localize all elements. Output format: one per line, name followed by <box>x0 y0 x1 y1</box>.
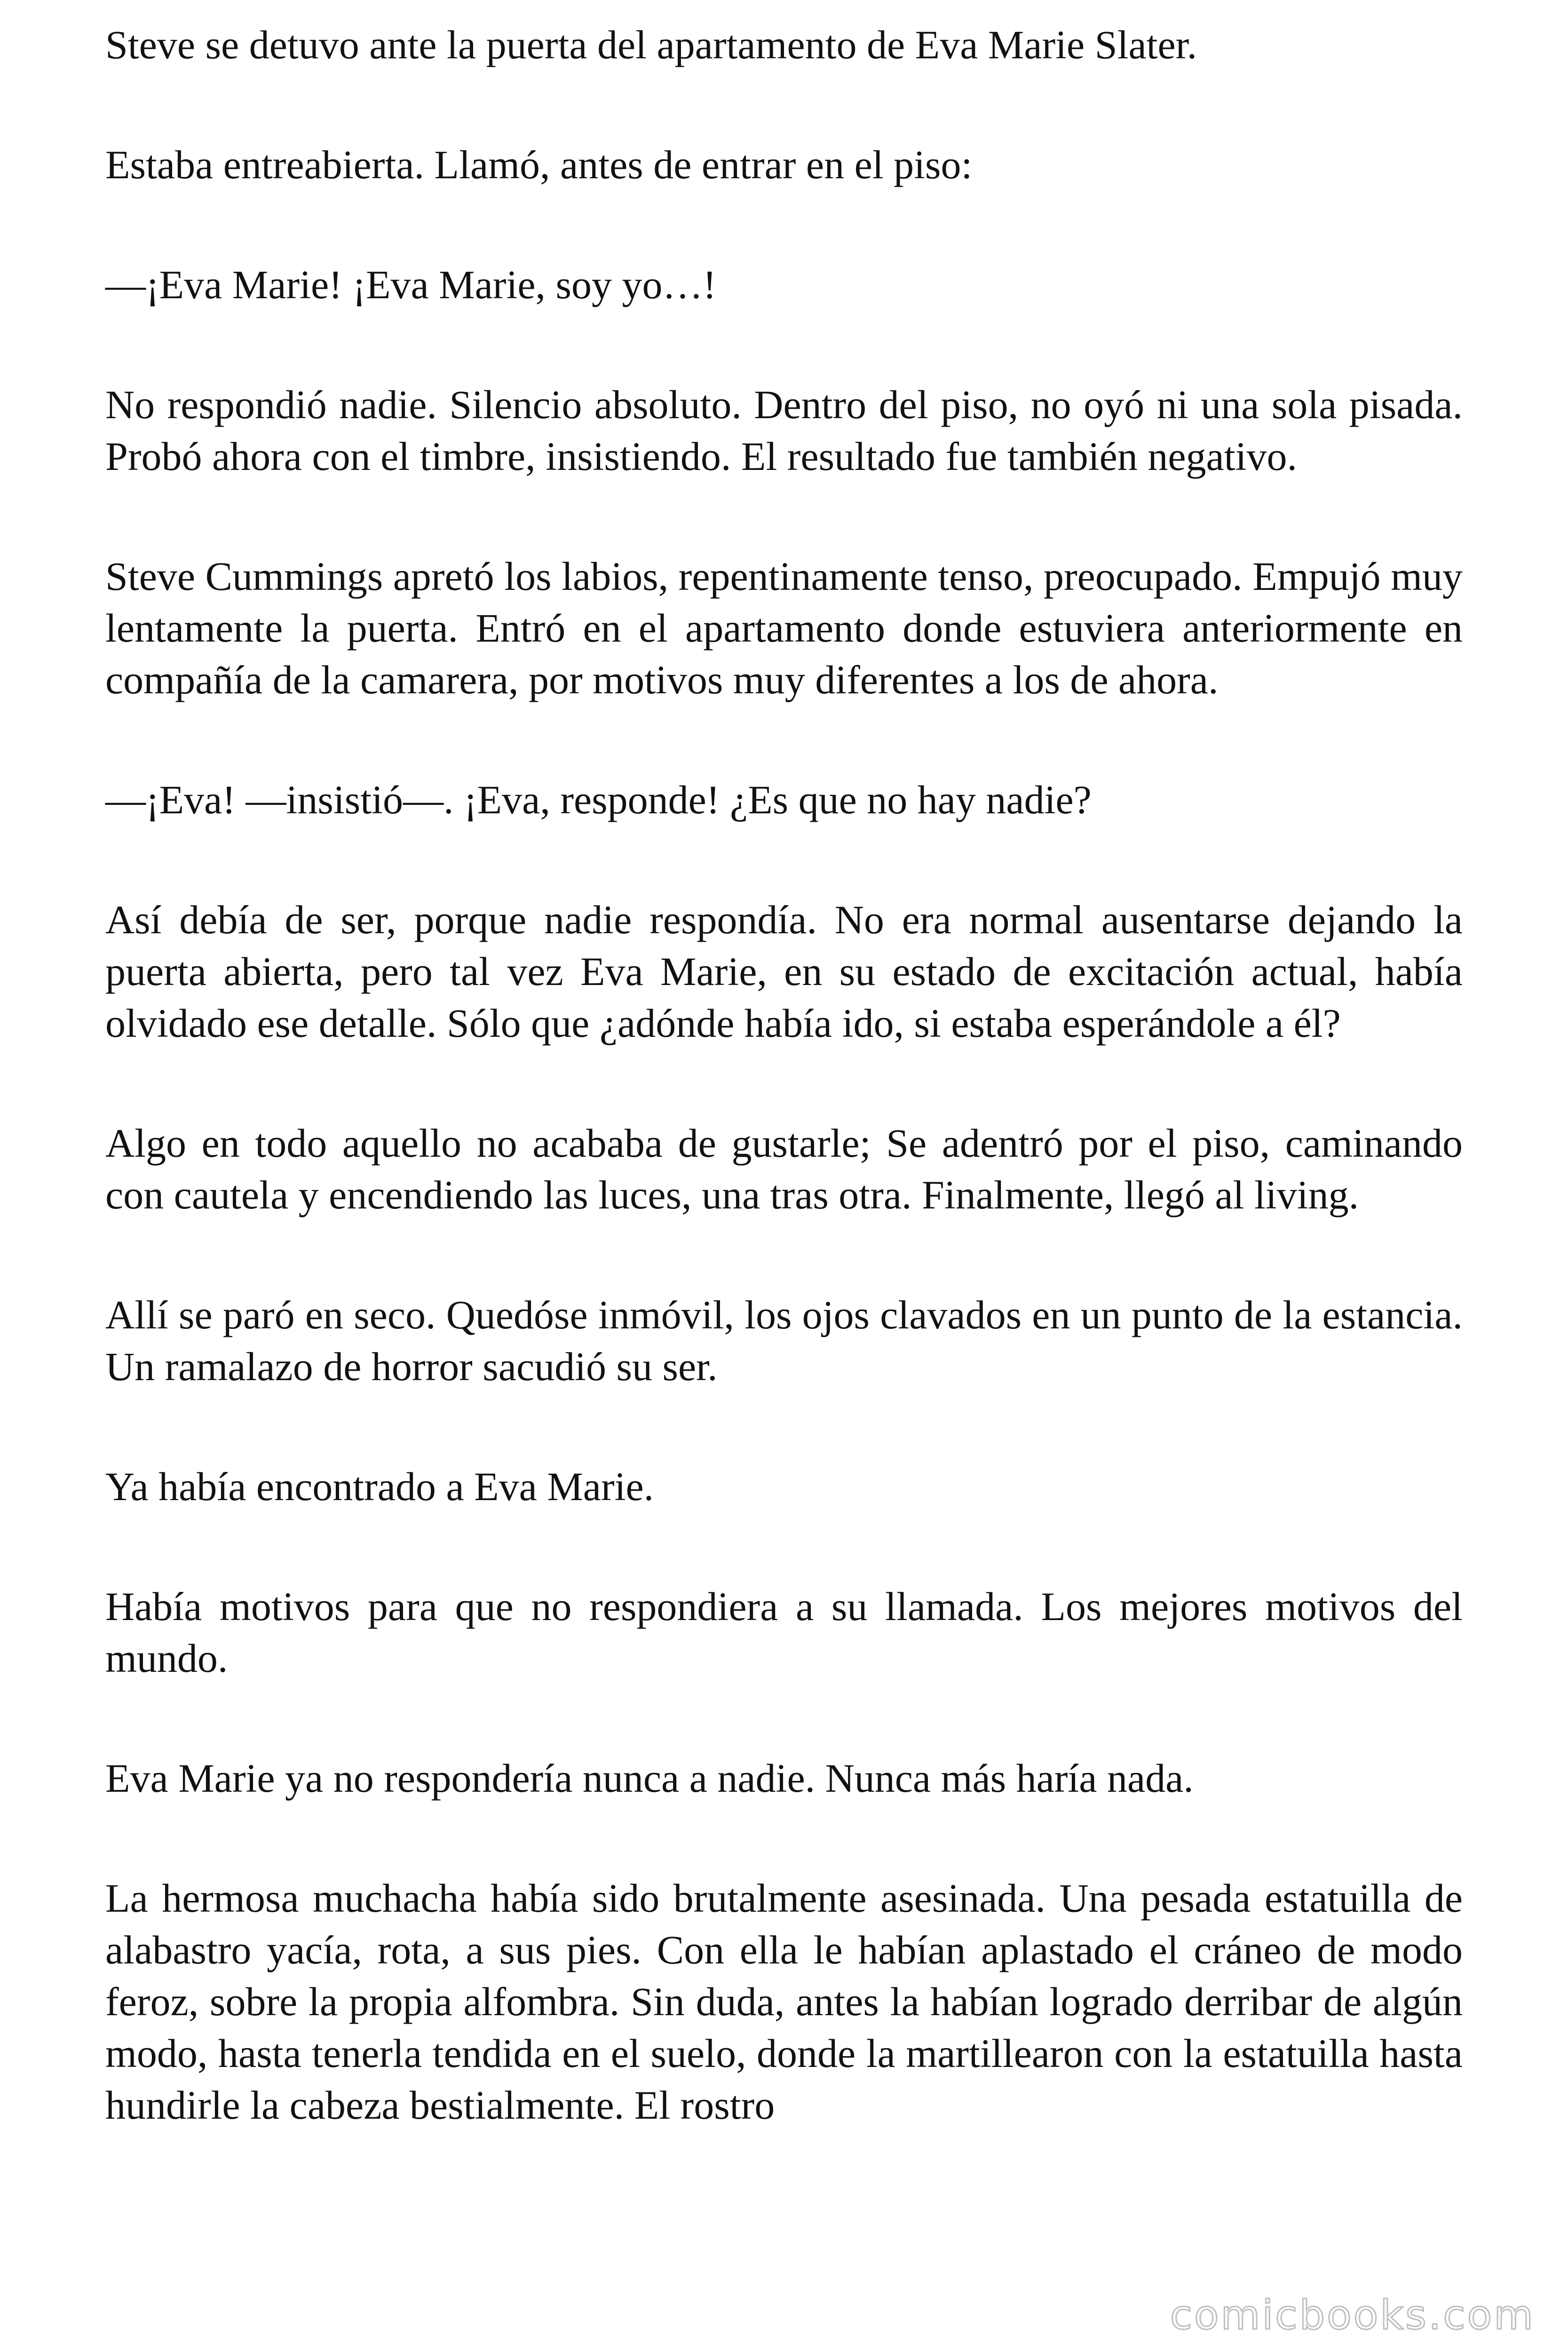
paragraph: Eva Marie ya no respondería nunca a nadie. Nunca más haría nada. <box>105 1756 1194 1801</box>
paragraph: Ya había encontrado a Eva Marie. <box>105 1464 654 1509</box>
watermark: comicbooks.com <box>1170 2292 1535 2339</box>
paragraph: Allí se paró en seco. Quedóse inmóvil, los ojos clavados en un punto de la estancia. Un ramalazo de horror sacudió su ser. <box>105 1292 1463 1389</box>
body-text <box>105 19 1463 2199</box>
paragraph: —¡Eva! —insistió—. ¡Eva, responde! ¿Es que no hay nadie? <box>105 777 1092 822</box>
paragraph: Así debía de ser, porque nadie respondía. No era normal ausentarse dejando la puerta abierta, pero tal vez Eva Marie, en su estado de excitación actual, había olvidado ese detalle. Sólo que ¿adónde había ido, si estaba esperándole a él? <box>105 897 1463 1046</box>
paragraph: —¡Eva Marie! ¡Eva Marie, soy yo…! <box>105 262 717 307</box>
paragraph: Había motivos para que no respondiera a su llamada. Los mejores motivos del mundo. <box>105 1584 1463 1681</box>
paragraph: La hermosa muchacha había sido brutalmente asesinada. Una pesada estatuilla de alabastro yacía, rota, a sus pies. Con ella le habían aplastado el cráneo de modo feroz, sobre la propia alfombra. Sin duda, antes la habían logrado derribar de algún modo, hasta tenerla tendida en el suelo, donde la martillearon con la estatuilla hasta hundirle la cabeza bestialmente. El rostro <box>105 1875 1463 2128</box>
paragraph: Algo en todo aquello no acababa de gustarle; Se adentró por el piso, caminando con cautela y encendiendo las luces, una tras otra. Finalmente, llegó al living. <box>105 1120 1463 1217</box>
paragraph: Steve se detuvo ante la puerta del apartamento de Eva Marie Slater. <box>105 22 1197 67</box>
paragraph: Estaba entreabierta. Llamó, antes de entrar en el piso: <box>105 142 973 187</box>
paragraph: Steve Cummings apretó los labios, repentinamente tenso, preocupado. Empujó muy lentamente la puerta. Entró en el apartamento donde estuviera anteriormente en compañía de la camarera, por motivos muy diferentes a los de ahora. <box>105 554 1463 702</box>
paragraph: No respondió nadie. Silencio absoluto. Dentro del piso, no oyó ni una sola pisada. Probó ahora con el timbre, insistiendo. El resultado fue también negativo. <box>105 382 1463 479</box>
